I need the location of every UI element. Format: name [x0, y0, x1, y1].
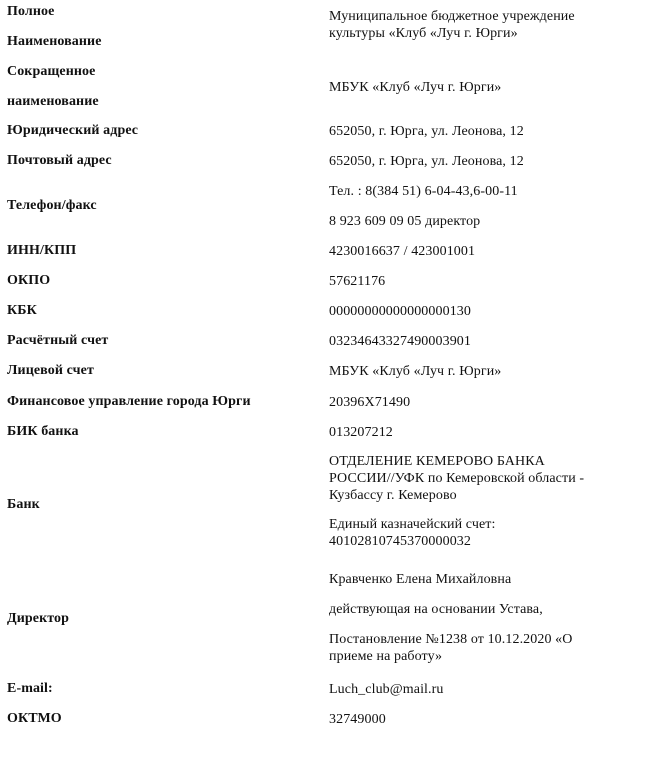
value-line: 20396Х71490: [329, 395, 411, 410]
value-oktmo: [329, 711, 641, 728]
value-line: Постановление №1238 от 10.12.2020 «О: [329, 632, 573, 647]
value-line: 8 923 609 09 05 директор: [329, 214, 481, 229]
label-bank: Банк: [7, 497, 40, 512]
value-personal-account: [329, 363, 641, 380]
label-director: Директор: [7, 611, 70, 626]
value-line: Единый казначейский счет:: [329, 517, 496, 532]
value-line: 32749000: [329, 712, 386, 727]
label-settlement-account: Расчётный счет: [7, 333, 109, 348]
value-settlement-account: [329, 333, 641, 350]
value-short-name: [329, 79, 641, 96]
label-short-name-1: Сокращенное: [7, 64, 96, 79]
label-kbk: КБК: [7, 303, 37, 318]
label-oktmo: ОКТМО: [7, 711, 62, 726]
value-line: 013207212: [329, 425, 393, 440]
label-legal-address: Юридический адрес: [7, 123, 139, 138]
value-legal-address: [329, 123, 641, 140]
label-full-name-2: Наименование: [7, 34, 102, 49]
value-finance-department: [329, 394, 641, 411]
value-line: 40102810745370000032: [329, 534, 471, 549]
label-personal-account: Лицевой счет: [7, 363, 94, 378]
value-kbk: [329, 303, 641, 320]
value-line: Тел. : 8(384 51) 6-04-43,6-00-11: [329, 184, 518, 199]
value-line: МБУК «Клуб «Луч г. Юрги»: [329, 364, 502, 379]
value-email: [329, 681, 641, 698]
label-postal-address: Почтовый адрес: [7, 153, 112, 168]
value-line: Кравченко Елена Михайловна: [329, 572, 512, 587]
label-full-name-1: Полное: [7, 4, 55, 19]
value-okpo: [329, 273, 641, 290]
value-line: 03234643327490003901: [329, 334, 471, 349]
value-postal-address: [329, 153, 641, 170]
value-inn-kpp: [329, 243, 641, 260]
value-line: 00000000000000000130: [329, 304, 471, 319]
value-line: культуры «Клуб «Луч г. Юрги»: [329, 26, 518, 41]
value-director: [329, 571, 641, 665]
value-line: ОТДЕЛЕНИЕ КЕМЕРОВО БАНКА: [329, 454, 545, 469]
value-full-name: [329, 8, 641, 42]
value-line: 652050, г. Юрга, ул. Леонова, 12: [329, 124, 524, 139]
label-email: E-mail:: [7, 681, 53, 696]
label-finance-department: Финансовое управление города Юрги: [7, 394, 251, 409]
value-line: РОССИИ//УФК по Кемеровской области -: [329, 471, 585, 486]
label-okpo: ОКПО: [7, 273, 51, 288]
label-short-name-2: наименование: [7, 94, 99, 109]
value-phone-fax: [329, 183, 641, 230]
value-line: Муниципальное бюджетное учреждение: [329, 9, 575, 24]
label-bank-bik: БИК банка: [7, 424, 79, 439]
value-line: Luch_club@mail.ru: [329, 682, 444, 697]
label-phone-fax: Телефон/факс: [7, 198, 97, 213]
value-line: МБУК «Клуб «Луч г. Юрги»: [329, 80, 502, 95]
value-line: действующая на основании Устава,: [329, 602, 543, 617]
label-inn-kpp: ИНН/КПП: [7, 243, 77, 258]
value-bank-bik: [329, 424, 641, 441]
value-line: приеме на работу»: [329, 649, 443, 664]
value-line: Кузбассу г. Кемерово: [329, 488, 457, 503]
value-line: 652050, г. Юрга, ул. Леонова, 12: [329, 154, 524, 169]
value-line: 4230016637 / 423001001: [329, 244, 476, 259]
value-bank: [329, 453, 641, 550]
value-line: 57621176: [329, 274, 386, 289]
